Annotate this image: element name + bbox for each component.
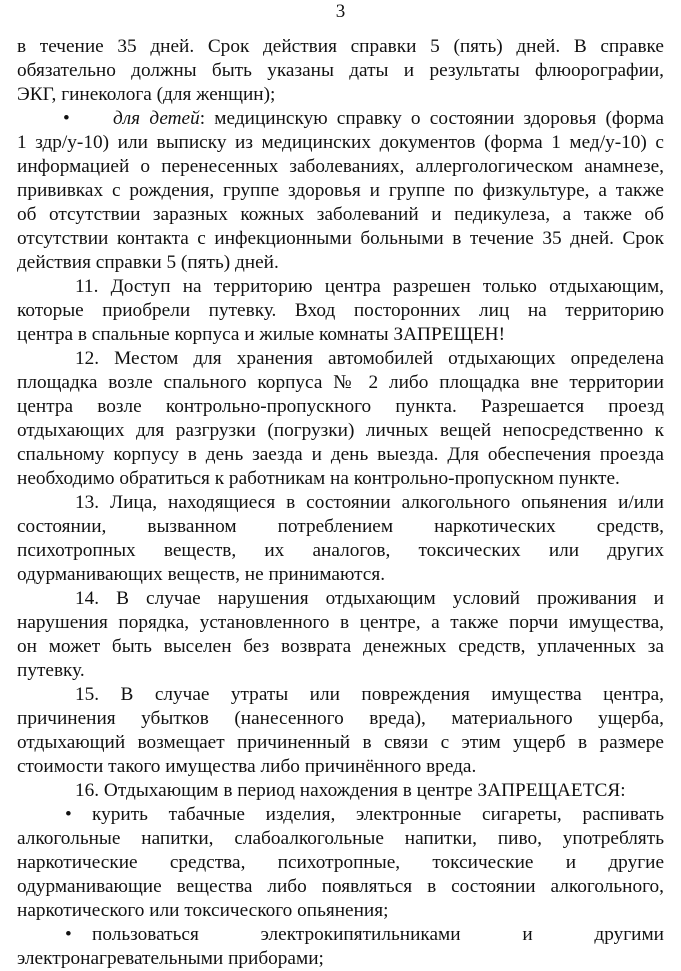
line-text: 15. В случае утраты или повреждения имущества центра, xyxy=(75,684,664,705)
text-line xyxy=(17,635,664,659)
text-line xyxy=(17,587,664,611)
text-line xyxy=(17,659,664,683)
line-text: одурманивающих веществ, не принимаются. xyxy=(17,564,386,585)
text-line xyxy=(17,395,664,419)
paragraph xyxy=(17,587,664,683)
text-line xyxy=(17,347,664,371)
text-line xyxy=(17,59,664,83)
line-text: : медицинскую справку о состоянии здоровья (форма xyxy=(199,108,664,129)
text-line xyxy=(17,899,664,923)
document-body xyxy=(17,35,664,971)
paragraph xyxy=(17,347,664,491)
text-line xyxy=(17,803,664,827)
line-text: стоимости такого имущества либо причинённого вреда. xyxy=(17,756,477,777)
line-text: алкогольные напитки, слабоалкогольные напитки, пиво, употреблять xyxy=(17,828,664,849)
text-line xyxy=(17,419,664,443)
text-line xyxy=(17,203,664,227)
line-text: курить табачные изделия, электронные сигареты, распивать xyxy=(92,804,664,825)
line-text: центра возле контрольно-пропускного пункта. Разрешается проезд xyxy=(17,396,664,417)
line-text: путевку. xyxy=(17,660,85,681)
text-line xyxy=(17,923,664,947)
line-text: отдыхающий возмещает причиненный в связи с этим ущерб в размере xyxy=(17,732,664,753)
line-text: 11. Доступ на территорию центра разрешен только отдыхающим, xyxy=(75,276,664,297)
line-text: нарушения порядка, установленного в центре, а также порчи имущества, xyxy=(17,612,664,633)
paragraph xyxy=(17,35,664,107)
line-text: отдыхающих для разгрузки (погрузки) личных вещей непосредственно к xyxy=(17,420,664,441)
bullet-item xyxy=(17,803,664,923)
page-number: 3 xyxy=(335,1,346,22)
line-text: 13. Лица, находящиеся в состоянии алкогольного опьянения и/или xyxy=(75,492,664,513)
text-line xyxy=(17,563,664,587)
line-text: центра в спальные корпуса и жилые комнаты ЗАПРЕЩЕН! xyxy=(17,324,506,345)
text-line xyxy=(17,779,664,803)
text-line xyxy=(17,515,664,539)
paragraph xyxy=(17,779,664,803)
bullet-icon: • xyxy=(65,804,72,825)
text-line xyxy=(17,83,664,107)
text-line xyxy=(17,947,664,971)
line-text: действия справки 5 (пять) дней. xyxy=(17,252,279,273)
text-line xyxy=(17,275,664,299)
line-text: он может быть выселен без возврата денежных средств, уплаченных за xyxy=(17,636,664,657)
bullet-icon: • xyxy=(63,108,70,129)
text-line xyxy=(17,851,664,875)
bullet-item xyxy=(17,107,664,275)
text-line xyxy=(17,707,664,731)
paragraph xyxy=(17,275,664,347)
text-line xyxy=(17,35,664,59)
line-text: наркотические средства, психотропные, токсические и другие xyxy=(17,852,664,873)
paragraph xyxy=(17,683,664,779)
line-text: об отсутствии заразных кожных заболеваний и педикулеза, а также об xyxy=(17,204,664,225)
text-line xyxy=(17,731,664,755)
line-text: в течение 35 дней. Срок действия справки 5 (пять) дней. В справке xyxy=(17,36,664,57)
text-line xyxy=(17,107,664,131)
line-text: спальному корпусу в день заезда и день выезда. Для обеспечения проезда xyxy=(17,444,664,465)
paragraph xyxy=(17,491,664,587)
line-text: пользоваться электрокипятильниками и другими xyxy=(92,924,664,945)
line-text: одурманивающие вещества либо появляться в состоянии алкогольного, xyxy=(17,876,664,897)
text-line xyxy=(17,155,664,179)
text-line xyxy=(17,443,664,467)
text-line xyxy=(17,539,664,563)
line-text: информацией о перенесенных заболеваниях, аллергологическом анамнезе, xyxy=(17,156,664,177)
text-line xyxy=(17,875,664,899)
line-text: психотропных веществ, их аналогов, токсических или других xyxy=(17,540,664,561)
line-text: обязательно должны быть указаны даты и результаты флюорографии, xyxy=(17,60,664,81)
line-text: прививках с рождения, группе здоровья и группе по физкультуре, а также xyxy=(17,180,664,201)
bullet-item xyxy=(17,923,664,971)
text-line xyxy=(17,467,664,491)
line-text: которые приобрели путевку. Вход посторонних лиц на территорию xyxy=(17,300,664,321)
line-text: электронагревательными приборами; xyxy=(17,948,324,969)
italic-lead: для детей xyxy=(113,108,200,129)
line-text: необходимо обратиться к работникам на контрольно-пропускном пункте. xyxy=(17,468,620,489)
text-line xyxy=(17,179,664,203)
line-text: отсутствии контакта с инфекционными больными в течение 35 дней. Срок xyxy=(17,228,664,249)
text-line xyxy=(17,323,664,347)
line-text: 16. Отдыхающим в период нахождения в центре ЗАПРЕЩАЕТСЯ: xyxy=(75,780,626,801)
text-line xyxy=(17,251,664,275)
line-text: 1 здр/у-10) или выписку из медицинских документов (форма 1 мед/у-10) с xyxy=(17,132,664,153)
text-line xyxy=(17,755,664,779)
text-line xyxy=(17,491,664,515)
text-line xyxy=(17,227,664,251)
bullet-icon: • xyxy=(65,924,72,945)
line-text: 12. Местом для хранения автомобилей отдыхающих определена xyxy=(75,348,664,369)
text-line xyxy=(17,131,664,155)
line-text: наркотического или токсического опьянения; xyxy=(17,900,389,921)
text-line xyxy=(17,299,664,323)
text-line xyxy=(17,611,664,635)
text-line xyxy=(17,827,664,851)
line-text: состоянии, вызванном потреблением наркотических средств, xyxy=(17,516,664,537)
line-text: ЭКГ, гинеколога (для женщин); xyxy=(17,84,276,105)
line-text: площадка возле спального корпуса № 2 либо площадка вне территории xyxy=(17,372,664,393)
line-text: 14. В случае нарушения отдыхающим условий проживания и xyxy=(75,588,664,609)
text-line xyxy=(17,371,664,395)
text-line xyxy=(17,683,664,707)
line-text: причинения убытков (нанесенного вреда), материального ущерба, xyxy=(17,708,664,729)
